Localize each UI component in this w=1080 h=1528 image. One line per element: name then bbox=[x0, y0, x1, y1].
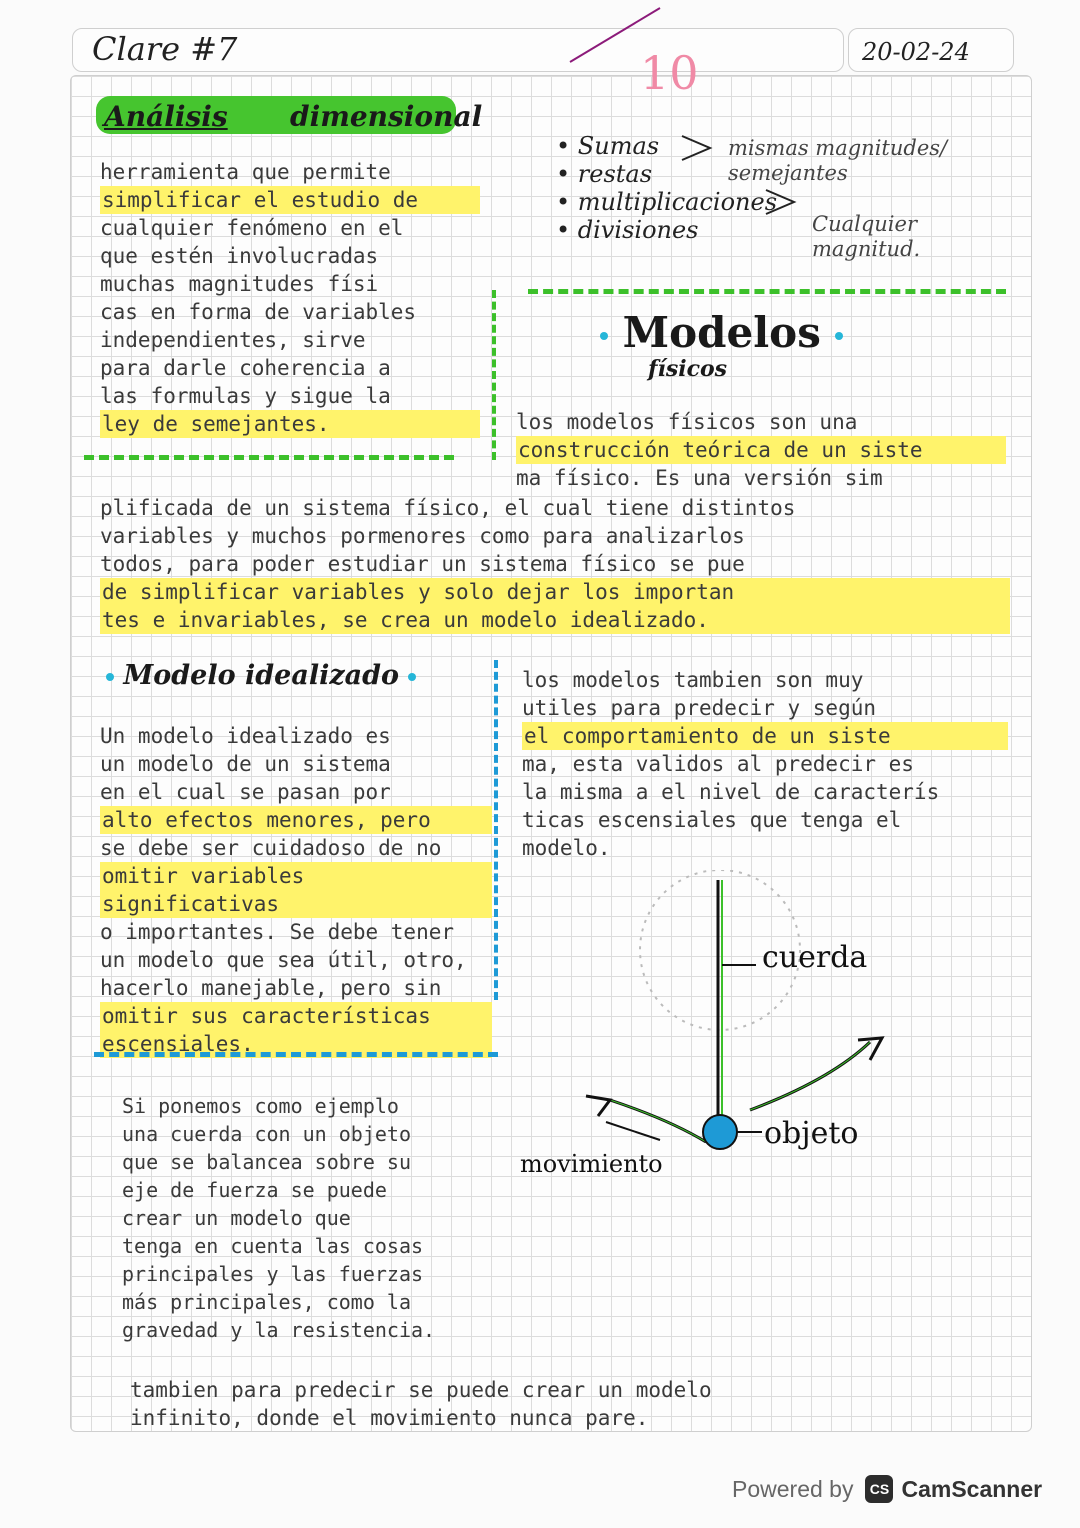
modelos-body-full bbox=[100, 494, 1010, 634]
text-line: simplificar el estudio de bbox=[100, 186, 480, 214]
text-line: que se balancea sobre su bbox=[122, 1150, 411, 1174]
text-line: para darle coherencia a bbox=[100, 356, 391, 380]
grade: 10 bbox=[640, 46, 699, 100]
text-line: principales y las fuerzas bbox=[122, 1262, 424, 1286]
text-line: muchas magnitudes físi bbox=[100, 272, 379, 296]
text-line: herramienta que permite bbox=[100, 160, 391, 184]
modelos-title bbox=[600, 308, 843, 357]
ejemplo-closing bbox=[130, 1376, 990, 1432]
text-line: ticas escensiales que tenga el bbox=[522, 808, 902, 832]
text-line: todos, para poder estudiar un sistema físico se pue bbox=[100, 552, 745, 576]
text-line: de simplificar variables y solo dejar los importan bbox=[100, 578, 1010, 606]
text-line: Un modelo idealizado es bbox=[100, 724, 391, 748]
text-line: eje de fuerza se puede bbox=[122, 1178, 387, 1202]
analisis-body bbox=[100, 158, 480, 438]
text-line: escensiales. bbox=[100, 1030, 492, 1058]
text-line: se debe ser cuidadoso de no bbox=[100, 836, 442, 860]
powered-by-text: Powered by bbox=[732, 1475, 854, 1502]
text-line: los modelos físicos son una bbox=[516, 410, 858, 434]
camscanner-logo-icon: CS bbox=[865, 1475, 893, 1503]
bullet-dot bbox=[835, 332, 843, 340]
list-item: • multiplicaciones bbox=[556, 188, 778, 216]
text-line: la misma a el nivel de caracterís bbox=[522, 780, 940, 804]
divider-vertical-blue bbox=[494, 660, 498, 1000]
label-objeto: objeto bbox=[764, 1116, 859, 1151]
text-line: el comportamiento de un siste bbox=[522, 722, 1008, 750]
text-line: en el cual se pasan por bbox=[100, 780, 391, 804]
divider-green-top bbox=[528, 289, 1006, 294]
text-line: que estén involucradas bbox=[100, 244, 379, 268]
text-line: o importantes. Se debe tener bbox=[100, 920, 455, 944]
analisis-title-part1: Análisis bbox=[104, 100, 228, 133]
text-line: modelo. bbox=[522, 836, 611, 860]
camscanner-footer bbox=[732, 1467, 1062, 1511]
list-item: • restas bbox=[556, 160, 653, 188]
text-line: ma, esta validos al predecir es bbox=[522, 752, 914, 776]
text-line: independientes, sirve bbox=[100, 328, 366, 352]
bullet-dot bbox=[600, 332, 608, 340]
text-line: tenga en cuenta las cosas bbox=[122, 1234, 424, 1258]
text-line: una cuerda con un objeto bbox=[122, 1122, 411, 1146]
text-line: Si ponemos como ejemplo bbox=[122, 1094, 399, 1118]
text-line: gravedad y la resistencia. bbox=[122, 1318, 436, 1342]
text-line: omitir sus características bbox=[100, 1002, 492, 1030]
idealizado-title-text: Modelo idealizado bbox=[123, 660, 400, 691]
text-line: infinito, donde el movimiento nunca pare. bbox=[130, 1406, 649, 1430]
bullet-dot bbox=[408, 673, 416, 681]
text-line: hacerlo manejable, pero sin bbox=[100, 976, 442, 1000]
text-line: cualquier fenómeno en el bbox=[100, 216, 404, 240]
text-line: los modelos tambien son muy bbox=[522, 668, 864, 692]
text-line: cas en forma de variables bbox=[100, 300, 417, 324]
idealizado-body bbox=[100, 722, 492, 1058]
text-line: plificada de un sistema físico, el cual tiene distintos bbox=[100, 496, 796, 520]
text-line: tes e invariables, se crea un modelo idealizado. bbox=[100, 606, 1010, 634]
text-line: alto efectos menores, pero bbox=[100, 806, 492, 834]
text-line: ley de semejantes. bbox=[100, 410, 480, 438]
text-line: utiles para predecir y según bbox=[522, 696, 877, 720]
text-line: más principales, como la bbox=[122, 1290, 411, 1314]
text-line: tambien para predecir se puede crear un modelo bbox=[130, 1378, 712, 1402]
date: 20-02-24 bbox=[862, 38, 970, 66]
list-item: • Sumas bbox=[556, 132, 660, 160]
modelos-subtitle: físicos bbox=[648, 356, 728, 382]
idealizado-title bbox=[106, 660, 416, 691]
modelos-title-text: Modelos bbox=[622, 308, 821, 357]
list-item: • divisiones bbox=[556, 216, 699, 244]
group1-label: mismas magnitudes/ semejantes bbox=[728, 136, 948, 185]
ejemplo-body bbox=[122, 1092, 542, 1344]
label-cuerda: cuerda bbox=[762, 940, 868, 975]
bullet-dot bbox=[106, 673, 114, 681]
modelos-body-right bbox=[516, 408, 1006, 492]
camscanner-name: CamScanner bbox=[901, 1475, 1043, 1502]
text-line: omitir variables significativas bbox=[100, 862, 492, 918]
analisis-title-part2: dimensional bbox=[290, 100, 483, 133]
text-line: un modelo de un sistema bbox=[100, 752, 391, 776]
text-line: variables y muchos pormenores como para analizarlos bbox=[100, 524, 745, 548]
text-line: un modelo que sea útil, otro, bbox=[100, 948, 467, 972]
divider-green bbox=[84, 455, 454, 460]
text-line: construcción teórica de un siste bbox=[516, 436, 1006, 464]
text-line: crear un modelo que bbox=[122, 1206, 351, 1230]
divider-vertical-green bbox=[492, 290, 496, 460]
text-line: las formulas y sigue la bbox=[100, 384, 391, 408]
class-title: Clare #7 bbox=[92, 30, 238, 68]
group2-label: Cualquier magnitud. bbox=[812, 212, 921, 261]
label-movimiento: movimiento bbox=[520, 1150, 663, 1178]
divider-blue bbox=[94, 1052, 498, 1057]
text-line: ma físico. Es una versión sim bbox=[516, 466, 883, 490]
predecir-body bbox=[522, 666, 1008, 862]
